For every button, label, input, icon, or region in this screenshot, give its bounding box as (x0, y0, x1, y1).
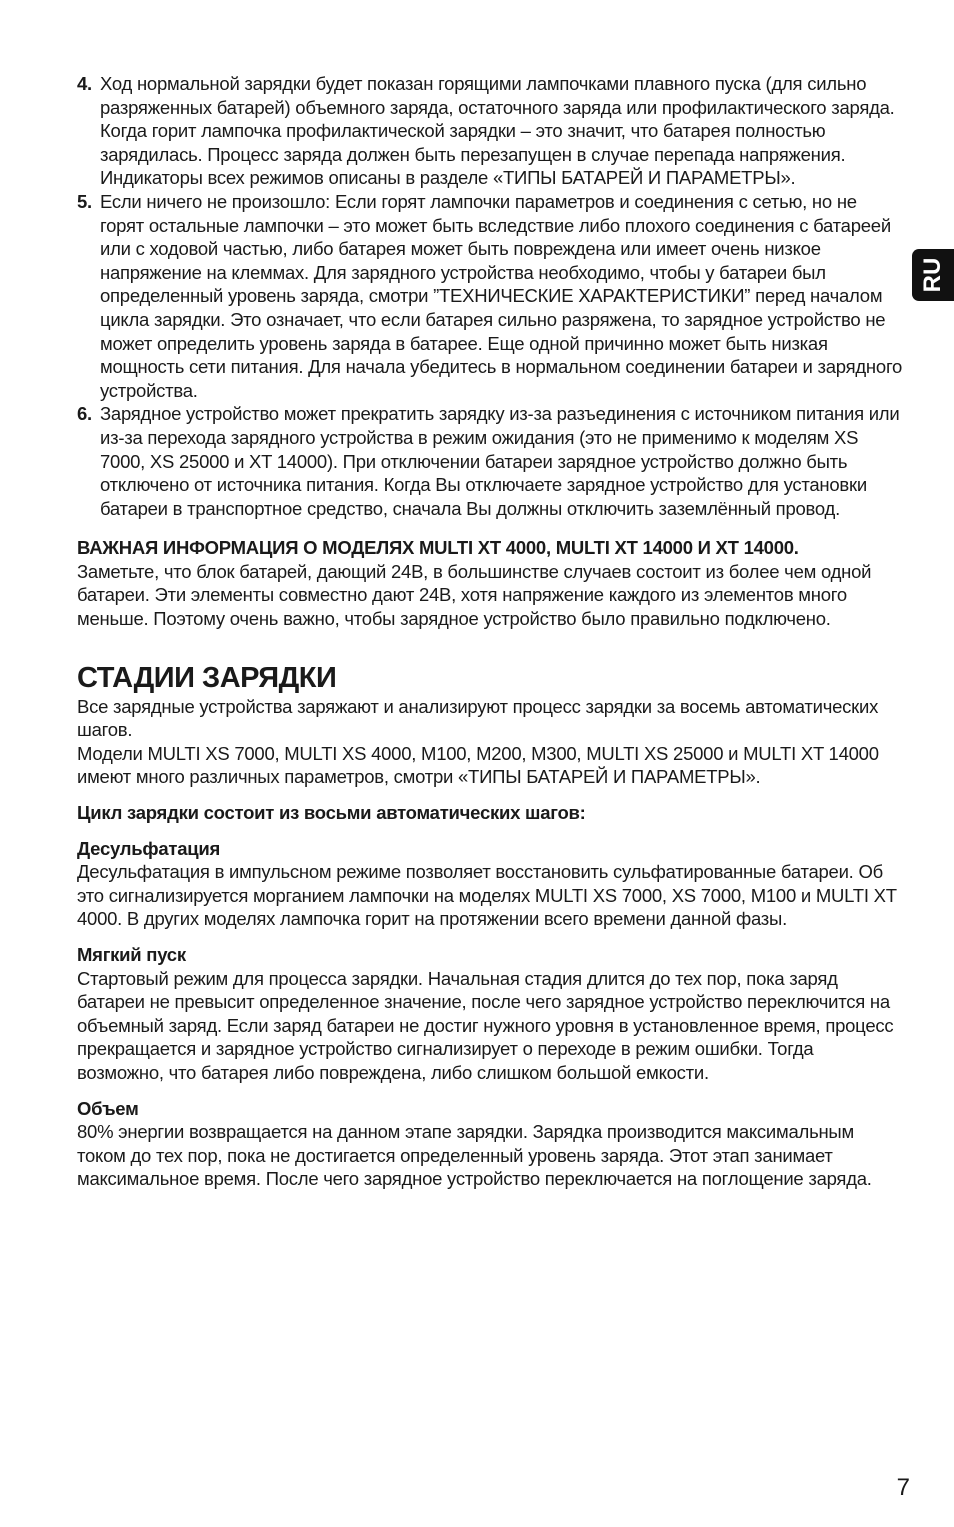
section-intro-1: Все зарядные устройства заряжают и анализируют процесс зарядки за восемь автоматических шагов. (77, 695, 879, 741)
cycle-heading: Цикл зарядки состоит из восьми автоматических шагов: (77, 802, 586, 824)
stage-bulk (77, 1097, 903, 1191)
stage-text: Стартовый режим для процесса зарядки. Начальная стадия длится до тех пор, пока заряд батареи не превысит определенное значение, после чего зарядное устройство переключится на объемный заряд. Если заряд батареи не достиг нужного уровня в установленное время, процесс прекращается и зарядное устройство сигнализирует о переходе в режим ошибки. Тогда возможно, что батарея либо повреждена, либо слишком большой емкости. (77, 967, 894, 1083)
stage-desulfation (77, 837, 903, 931)
stage-soft-start (77, 943, 903, 1085)
stage-title: Мягкий пуск (77, 944, 186, 965)
page-content (77, 72, 903, 1191)
step-number: 4. (77, 73, 92, 94)
stage-title: Десульфатация (77, 837, 221, 859)
section-intro-2: Модели MULTI XS 7000, MULTI XS 4000, M100, M200, M300, MULTI XS 25000 и MULTI XT 14000 имеют много различных параметров, смотри «ТИПЫ БАТАРЕЙ И ПАРАМЕТРЫ». (77, 742, 879, 788)
step-number: 6. (77, 403, 92, 425)
stage-text: Десульфатация в импульсном режиме позволяет восстановить сульфатированные батареи. Об это сигнализируется морганием лампочки на моделях MULTI XS 7000, XS 7000, M100 и MULTI XT 4000. В других моделях лампочка горит на протяжении всего времени данной фазы. (77, 861, 897, 930)
step-text: Зарядное устройство может прекратить зарядку из-за разъединения с источником питания или из-за перехода зарядного устройства в режим ожидания (это не применимо к моделям XS 7000, XS 25000 и XT 14000). При отключении батареи зарядное устройство должно быть отключено от источника питания. Когда Вы отключаете зарядное устройство для установки батареи в транспортное средство, сначала Вы должны отключить заземлённый провод. (100, 403, 900, 519)
step-item (77, 190, 903, 402)
step-text: Ход нормальной зарядки будет показан горящими лампочками плавного пуска (для сильно разряженных батарей) объемного заряда, остаточного заряда или профилактического заряда. Когда горит лампочка профилактической зарядки – это значит, что батарея полностью зарядилась. Процесс заряда должен быть перезапущен в случае перепада напряжения. Индикаторы всех режимов описаны в разделе «ТИПЫ БАТАРЕЙ И ПАРАМЕТРЫ». (100, 73, 895, 189)
language-tab (912, 249, 954, 301)
language-tab-label: RU (919, 257, 946, 293)
instruction-steps (77, 72, 903, 520)
stage-title: Объем (77, 1097, 139, 1119)
step-item (77, 72, 903, 190)
stage-text: 80% энергии возвращается на данном этапе зарядки. Зарядка производится максимальным током до тех пор, пока не достигается определенный уровень заряда. Этот этап занимает максимальное время. После чего зарядное устройство переключается на поглощение заряда. (77, 1121, 872, 1190)
important-note (77, 536, 903, 630)
step-number: 5. (77, 190, 92, 212)
page-number: 7 (896, 1474, 910, 1501)
step-text: Если ничего не произошло: Если горят лампочки параметров и соединения с сетью, но не горят остальные лампочки – это может быть вследствие либо плохого соединения с батареей или с ходовой частью, либо батарея может быть повреждена или имеет очень низкое напряжение на клеммах. Для зарядного устройства необходимо, чтобы у батареи был определенный уровень заряда, смотри ”ТЕХНИЧЕСКИЕ ХАРАКТЕРИСТИКИ” перед началом цикла зарядки. Это означает, что если батарея сильно разряжена, то зарядное устройство не может определить уровень заряда в батарее. Еще одной причинно может быть низкая мощность сети питания. Для начала убедитесь в нормальном соединении батареи и зарядного устройства. (100, 190, 903, 401)
important-heading: ВАЖНАЯ ИНФОРМАЦИЯ О МОДЕЛЯХ MULTI XT 4000, MULTI XT 14000 И XT 14000. (77, 537, 799, 559)
important-text: Заметьте, что блок батарей, дающий 24В, в большинстве случаев состоит из более чем одной батареи. Эти элементы совместно дают 24В, хотя напряжение каждого из элементов много меньше. Поэтому очень важно, чтобы зарядное устройство было правильно подключено. (77, 560, 872, 630)
section-title: СТАДИИ ЗАРЯДКИ (77, 661, 337, 694)
step-item (77, 402, 903, 520)
